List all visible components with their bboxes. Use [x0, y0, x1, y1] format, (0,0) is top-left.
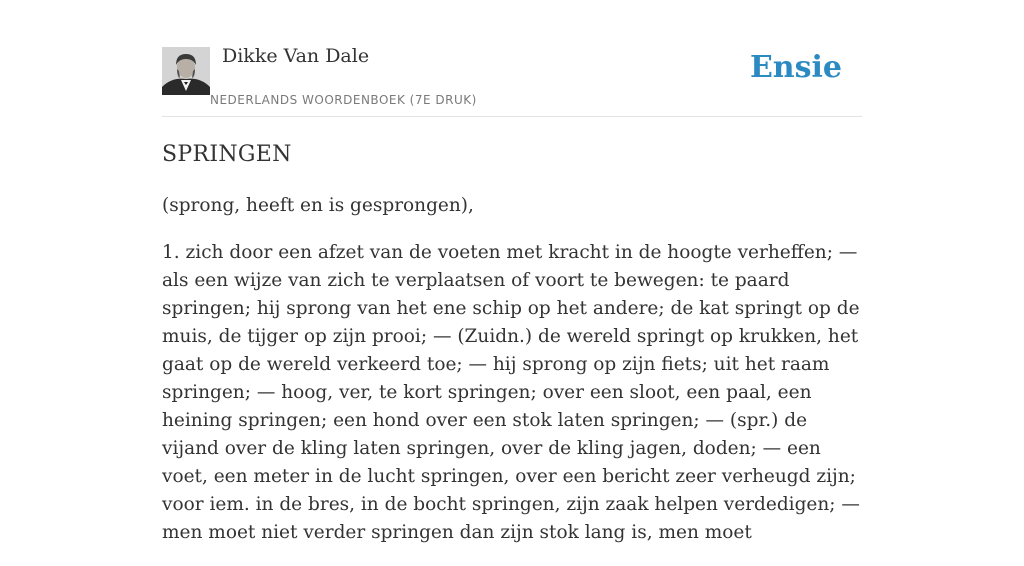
entry-term: SPRINGEN — [162, 142, 292, 167]
header — [162, 0, 862, 117]
avatar[interactable] — [162, 47, 210, 95]
entry-grammar: (sprong, heeft en is gesprongen), — [162, 195, 474, 216]
author-portrait-icon — [162, 47, 210, 95]
author-name[interactable]: Dikke Van Dale — [222, 45, 370, 67]
source-title[interactable]: NEDERLANDS WOORDENBOEK (7E DRUK) — [210, 93, 477, 107]
entry-definition: 1. zich door een afzet van de voeten met kracht in de hoogte verheffen; — als een wijze van zich te verplaatsen of voort te bewegen: te paard springen; hij sprong van het ene schip op het andere; de kat springt op de muis, de tijger op zijn prooi; — (Zuidn.) de wereld springt op krukken, het gaat op de wereld verkeerd toe; — hij sprong op zijn fiets; uit het raam springen; — hoog, ver, te kort springen; over een sloot, een paal, een heining springen; een hond over een stok laten springen; — (spr.) de vijand over de kling laten springen, over de kling jagen, doden; — een voet, een meter in de lucht springen, over een bericht zeer verheugd zijn; voor iem. in de bres, in de bocht springen, zijn zaak helpen verdedigen; — men moet niet verder springen dan zijn stok lang is, men moet — [162, 242, 860, 543]
entry-content — [162, 138, 862, 566]
brand-logo[interactable]: Ensie — [749, 50, 842, 85]
